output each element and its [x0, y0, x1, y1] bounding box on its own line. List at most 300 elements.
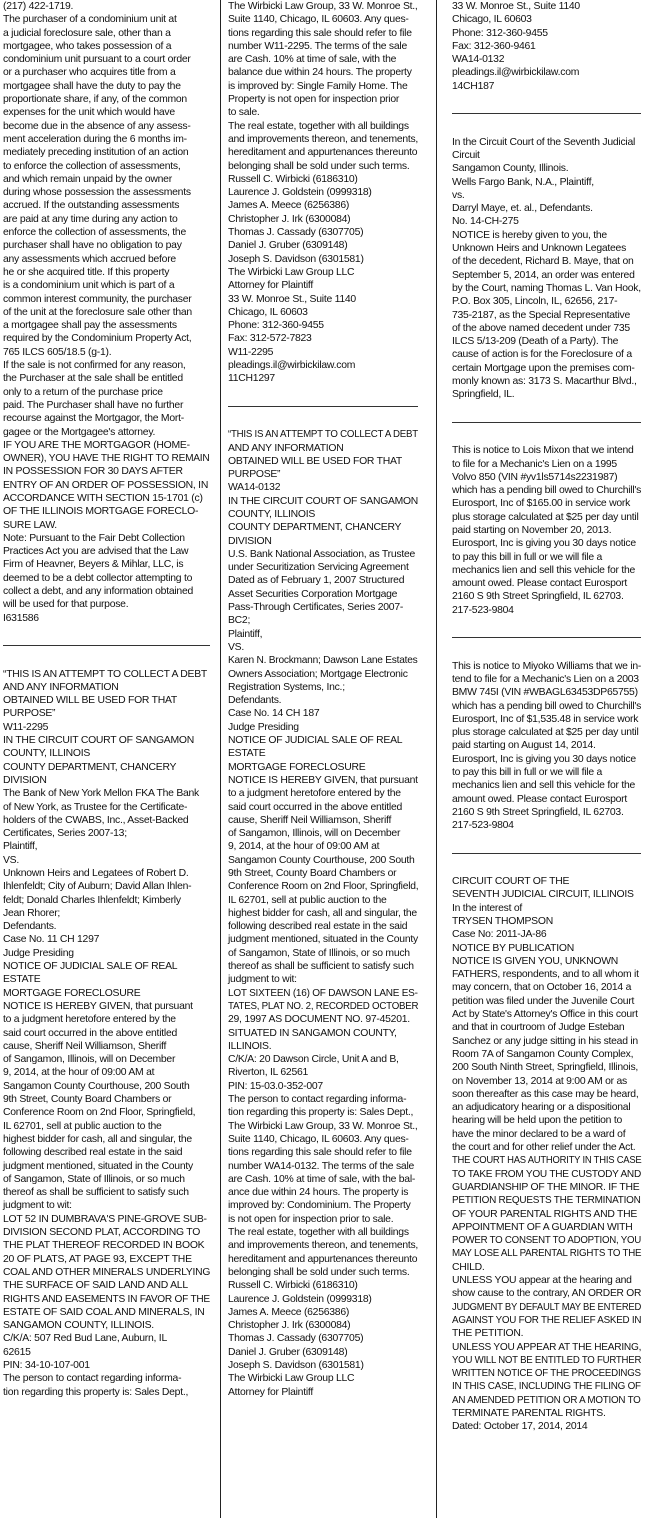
notice-spacing	[3, 654, 210, 667]
notice-line: COUNTY DEPARTMENT, CHANCERY	[3, 761, 177, 773]
notice-line: IL 62701, sell at public auction to the	[228, 894, 387, 906]
notice-line: The Wirbicki Law Group, 33 W. Monroe St.,	[228, 1, 418, 12]
notice-line: IL 62701, sell at public auction to the	[3, 1120, 162, 1132]
notice-spacing	[452, 833, 641, 846]
notice-spacing	[452, 122, 641, 135]
notice-line: judgment mentioned, situated in the County	[3, 1160, 193, 1172]
notice-line: following described real estate in the said	[228, 921, 408, 933]
notice-line: 217-523-9804	[452, 604, 514, 616]
notice-spacing	[3, 625, 210, 638]
notice-line: to a judgment heretofore entered by the	[228, 788, 401, 800]
notice-line: recourse against the Mortgagor, the Mort-	[3, 413, 184, 425]
notice-line: accrued. If the outstanding assessments	[3, 200, 180, 212]
notice-line: monly known as: 3173 S. Macarthur Blvd.,	[452, 376, 637, 388]
notice-line: THE PLAT THEREOF RECORDED IN BOOK	[3, 1240, 205, 1252]
notice-line: CIRCUIT COURT OF THE	[452, 876, 570, 888]
notice-line: “THIS IS AN ATTEMPT TO COLLECT A DEBT	[3, 668, 208, 680]
notice-separator	[228, 406, 418, 407]
notice-line: MAY LOSE ALL PARENTAL RIGHTS TO THE	[452, 1248, 642, 1260]
notice-line: Suite 1140, Chicago, IL 60603. Any ques-	[228, 1133, 409, 1145]
notice-line: and improvements thereon, and tenements,	[228, 133, 419, 145]
notice-line: to pay this bill in full or we will file a	[452, 551, 603, 563]
notice-line: 9, 2014, at the hour of 09:00 AM at	[228, 841, 380, 853]
notice-line: The Wirbicki Law Group LLC	[228, 266, 355, 278]
notice-line: ACCORDANCE WITH SECTION 15-1701 (c)	[3, 492, 203, 504]
legal-notice	[228, 0, 418, 386]
notice-line: OF YOUR PARENTAL RIGHTS AND THE	[452, 1208, 638, 1220]
notice-line: PIN: 15-03.0-352-007	[228, 1080, 323, 1092]
notice-line: This is notice to Lois Mixon that we intend	[452, 445, 634, 457]
notice-line: NOTICE is hereby given to you, the	[452, 229, 607, 241]
notice-line: hearing will be held upon the petition to	[452, 1115, 622, 1127]
notice-line: Attorney for Plaintiff	[228, 280, 313, 292]
notice-line: amount owed. Please contact Eurosport	[452, 793, 628, 805]
notice-line: a mortgagee shall pay the assessments	[3, 320, 177, 332]
notice-line: mortgagee, who takes possession of a	[3, 40, 172, 52]
notice-line: deemed to be a debt collector attempting to	[3, 572, 193, 584]
notice-line: thereof as shall be sufficient to satisfy such	[3, 1187, 189, 1199]
notice-line: thereof as shall be sufficient to satisfy such	[228, 961, 414, 973]
notice-line: of New York, as Trustee for the Certificate-	[3, 801, 188, 813]
notice-line: OF THE ILLINOIS MORTGAGE FORECLO-	[3, 506, 199, 518]
notice-line: cause, Sheriff Neil Williamson, Sheriff	[228, 814, 392, 826]
notice-line: and improvements thereon, and tenements,	[228, 1240, 419, 1252]
notice-line: tend to file for a Mechanic's Lien on a 2003	[452, 673, 639, 685]
notice-line: pleadings.il@wirbickilaw.com	[452, 67, 580, 79]
notice-line: NOTICE IS HEREBY GIVEN, that pursuant	[228, 774, 418, 786]
notice-line: Thomas J. Cassady (6307705)	[228, 227, 364, 239]
notice-line: are Cash. 10% at time of sale, with the	[228, 54, 397, 66]
notice-separator	[3, 645, 210, 646]
notice-line: expenses for the unit which would have	[3, 107, 175, 119]
notice-line: is a condominium unit which is part of a	[3, 280, 175, 292]
legal-notice	[452, 136, 641, 402]
notice-line: The Wirbicki Law Group, 33 W. Monroe St.,	[228, 1120, 418, 1132]
notice-line: CHILD.	[452, 1261, 485, 1273]
notice-line: IN THIS CASE, INCLUDING THE FILING OF	[452, 1381, 641, 1393]
notice-line: This is notice to Miyoko Williams that we in-	[452, 660, 642, 672]
notice-line: which has a pending bill owed to Churchill's	[452, 485, 642, 497]
legal-notice	[3, 668, 210, 1399]
notice-line: Conference Room on 2nd Floor, Springfield,	[228, 881, 419, 893]
notice-line: Thomas J. Cassady (6307705)	[228, 1333, 364, 1345]
notice-line: of Sangamon, Illinois, will on December	[228, 828, 401, 840]
notice-line: Chicago, IL 60603	[228, 306, 308, 318]
notice-line: balance due within 24 hours. The property	[228, 67, 412, 79]
notice-line: UNLESS YOU APPEAR AT THE HEARING,	[452, 1341, 642, 1353]
notice-line: a judicial foreclosure sale, other than a	[3, 27, 171, 39]
notice-line: James A. Meece (6256386)	[228, 200, 350, 212]
notice-line: PURPOSE”	[3, 708, 56, 720]
notice-line: OBTAINED WILL BE USED FOR THAT	[3, 695, 177, 707]
notice-line: Plaintiff,	[3, 841, 38, 853]
notice-line: cause, Sheriff Neil Williamson, Sheriff	[3, 1040, 167, 1052]
notice-line: paid starting on August 14, 2014.	[452, 740, 596, 752]
notice-line: Phone: 312-360-9455	[228, 320, 324, 332]
notice-line: the Purchaser at the sale shall be entitled	[3, 373, 183, 385]
legal-notice	[452, 875, 641, 1433]
notice-line: ESTATE	[228, 748, 266, 760]
notice-line: COUNTY, ILLINOIS	[228, 508, 316, 520]
notice-line: The person to contact regarding informa-	[228, 1094, 407, 1106]
notice-line: VS.	[228, 641, 244, 653]
notice-line: Sanchez or any judge sitting in his stead in	[452, 1035, 638, 1047]
notice-line: The Bank of New York Mellon FKA The Bank	[3, 788, 199, 800]
notice-line: to a judgment heretofore entered by the	[3, 1014, 176, 1026]
notice-line: PURPOSE”	[228, 469, 281, 481]
notice-line: The Wirbicki Law Group LLC	[228, 1373, 355, 1385]
notice-line: THE PETITION.	[452, 1328, 524, 1340]
notice-line: Christopher J. Irk (6300084)	[228, 213, 351, 225]
notice-line: RIGHTS AND EASEMENTS IN FAVOR OF THE	[3, 1293, 210, 1305]
notice-line: COUNTY, ILLINOIS	[3, 748, 91, 760]
notice-line: Fax: 312-360-9461	[452, 40, 536, 52]
notice-line: THE COURT HAS AUTHORITY IN THIS CASE	[452, 1155, 642, 1167]
notice-line: are paid at any time during any action to	[3, 213, 178, 225]
notice-line: 735-2187, as the Special Representative	[452, 309, 630, 321]
notice-line: Dated as of February 1, 2007 Structured	[228, 575, 405, 587]
notice-line: P.O. Box 305, Lincoln, IL, 62656, 217-	[452, 296, 618, 308]
notice-line: The purchaser of a condominium unit at	[3, 14, 177, 26]
notice-line: Certificates, Series 2007-13;	[3, 828, 127, 840]
notice-line: DIVISION SECOND PLAT, ACCORDING TO	[3, 1227, 201, 1239]
notice-line: judgment to wit:	[3, 1200, 72, 1212]
notice-line: become due in the absence of any assess-	[3, 120, 191, 132]
notice-line: 9th Street, County Board Chambers or	[228, 868, 397, 879]
notice-line: POWER TO CONSENT TO ADOPTION, YOU	[452, 1235, 642, 1247]
notice-line: No. 14-CH-275	[452, 216, 519, 228]
notice-line: “THIS IS AN ATTEMPT TO COLLECT A DEBT	[228, 429, 418, 441]
notice-line: Ihlenfeldt; City of Auburn; David Allan Ihlen-	[3, 881, 192, 893]
notice-line: hereditament and appurtenances thereunto	[228, 147, 418, 159]
notice-line: will be used for that purpose.	[3, 599, 129, 611]
notice-line: under Securitization Servicing Agreement	[228, 562, 409, 574]
notice-line: 9th Street, County Board Chambers or	[3, 1094, 172, 1106]
notice-line: show cause to the contrary, AN ORDER OR	[452, 1288, 642, 1300]
notice-line: belonging shall be sold under such terms.	[228, 1266, 410, 1278]
notice-line: NOTICE IS HEREBY GIVEN, that pursuant	[3, 1000, 193, 1012]
notice-line: Suite 1140, Chicago, IL 60603. Any ques-	[228, 14, 409, 26]
notice-line: collect a debt, and any information obtained	[3, 586, 194, 598]
notice-line: Asset Securities Corporation Mortgage	[228, 588, 398, 600]
notice-line: The person to contact regarding informa-	[3, 1373, 182, 1385]
notice-line: Room 7A of Sangamon County Complex,	[452, 1048, 634, 1060]
notice-line: DIVISION	[3, 774, 47, 786]
notice-line: number WA14-0132. The terms of the sale	[228, 1160, 415, 1172]
notice-line: on November 13, 2014 at 9:00 AM or as	[452, 1075, 628, 1087]
column-divider	[436, 0, 437, 1518]
column-2	[228, 0, 418, 1399]
notice-line: C/K/A: 20 Dawson Circle, Unit A and B,	[228, 1054, 399, 1066]
notice-line: feldt; Donald Charles Ihlenfeldt; Kimberly	[3, 894, 181, 906]
notice-line: plus storage calculated at $25 per day until	[452, 727, 639, 739]
notice-line: plus storage calculated at $25 per day until	[452, 511, 639, 523]
notice-line: the court and for other relief under the Act.	[452, 1142, 636, 1154]
notice-line: Property is not open for inspection prior	[228, 94, 400, 106]
notice-line: PETITION REQUESTS THE TERMINATION	[452, 1195, 641, 1207]
notice-line: SURE LAW.	[3, 519, 57, 531]
notice-line: ESTATE OF SAID COAL AND MINERALS, IN	[3, 1306, 205, 1318]
notice-line: APPOINTMENT OF A GUARDIAN WITH	[452, 1221, 633, 1233]
notice-line: Firm of Heavner, Beyers & Mihlar, LLC, is	[3, 559, 184, 571]
notice-line: paid starting on November 20, 2013.	[452, 524, 612, 536]
notice-line: AND ANY INFORMATION	[228, 442, 344, 454]
notice-line: MORTGAGE FORECLOSURE	[3, 987, 141, 999]
notice-line: vs.	[452, 189, 465, 201]
notice-line: Volvo 850 (VIN #yv1ls5714s2231987)	[452, 471, 618, 483]
notice-line: are Cash. 10% at time of sale, with the bal-	[228, 1173, 416, 1185]
notice-line: JUDGMENT BY DEFAULT MAY BE ENTERED	[452, 1301, 642, 1313]
notice-line: Case No. 14 CH 187	[228, 708, 320, 720]
notice-line: Daniel J. Gruber (6309148)	[228, 1346, 348, 1358]
notice-line: number W11-2295. The terms of the sale	[228, 40, 407, 52]
notice-line: may concern, that on October 16, 2014 a	[452, 982, 632, 994]
notice-line: 9, 2014, at the hour of 09:00 AM at	[3, 1067, 155, 1079]
column-3	[452, 0, 641, 1434]
notice-line: common interest community, the purchaser	[3, 293, 192, 305]
notice-line: September 5, 2014, an order was entered	[452, 269, 635, 281]
notice-line: ance due within 24 hours. The property is	[228, 1187, 409, 1199]
notice-line: mechanics lien and sell this vehicle for the	[452, 780, 636, 792]
notice-line: ILCS 5/13-209 (Death of a Party). The	[452, 336, 619, 348]
notice-line: 29, 1997 AS DOCUMENT NO. 97-45201.	[228, 1014, 410, 1026]
notice-line: COAL AND OTHER MINERALS UNDERLYING	[3, 1266, 211, 1278]
notice-line: W11-2295	[228, 346, 274, 358]
notice-line: ESTATE	[3, 974, 41, 986]
notice-line: NOTICE OF JUDICIAL SALE OF REAL	[228, 735, 403, 747]
notice-line: TO TAKE FROM YOU THE CUSTODY AND	[452, 1168, 642, 1180]
notice-line: Sangamon County Courthouse, 200 South	[228, 854, 415, 866]
notice-line: belonging shall be sold under such terms.	[228, 160, 410, 172]
notice-line: FATHERS, respondents, and to all whom it	[452, 969, 639, 981]
notice-line: TRYSEN THOMPSON	[452, 916, 553, 927]
notice-spacing	[452, 93, 641, 106]
notice-line: BMW 745I (VIN #WBAGL63453DP65755)	[452, 687, 638, 699]
notice-line: or a purchaser who acquires title from a	[3, 67, 176, 79]
notice-line: Registration Systems, Inc.;	[228, 681, 345, 693]
notice-line: highest bidder for cash, all and singular, the	[228, 907, 417, 919]
notice-line: W11-2295	[3, 721, 49, 733]
notice-line: improved by: Condominium. The Property	[228, 1200, 411, 1212]
notice-line: judgment to wit:	[228, 974, 297, 986]
notice-line: by the Court, naming Thomas L. Van Hook,	[452, 282, 641, 294]
notice-spacing	[452, 402, 641, 415]
notice-line: Karen N. Brockmann; Dawson Lane Estates	[228, 655, 418, 667]
notice-line: OWNER), YOU HAVE THE RIGHT TO REMAIN	[3, 453, 210, 465]
notice-line: LOT SIXTEEN (16) OF DAWSON LANE ES-	[228, 987, 418, 999]
notice-line: of Sangamon, Illinois, will on December	[3, 1054, 176, 1066]
notice-line: 217-523-9804	[452, 820, 514, 832]
notice-line: Springfield, IL.	[452, 389, 515, 401]
notice-line: Laurence J. Goldstein (0999318)	[228, 1293, 372, 1305]
notice-line: SITUATED IN SANGAMON COUNTY,	[228, 1027, 397, 1039]
notice-line: C/K/A: 507 Red Bud Lane, Auburn, IL	[3, 1333, 167, 1345]
notice-line: to sale.	[228, 107, 260, 119]
notice-line: of the above named decedent under 735	[452, 322, 630, 334]
notice-line: Sangamon County, Illinois.	[452, 163, 569, 175]
notice-line: Laurence J. Goldstein (0999318)	[228, 187, 372, 199]
notice-line: Act by State's Attorney's Office in this court	[452, 1009, 638, 1021]
notice-line: an adjudicatory hearing or a dispositional	[452, 1102, 631, 1114]
notice-spacing	[452, 431, 641, 444]
notice-line: judgment mentioned, situated in the County	[228, 934, 418, 946]
notice-line: 33 W. Monroe St., Suite 1140	[228, 293, 356, 305]
notice-line: SEVENTH JUDICIAL CIRCUIT, ILLINOIS	[452, 889, 634, 901]
notice-line: Judge Presiding	[3, 947, 74, 959]
notice-separator	[452, 853, 641, 854]
legal-notice	[3, 0, 210, 625]
notice-line: NOTICE OF JUDICIAL SALE OF REAL	[3, 961, 178, 973]
notice-line: and which remain unpaid by the owner	[3, 173, 172, 185]
notice-line: In the Circuit Court of the Seventh Judicial	[452, 136, 636, 148]
notice-line: NOTICE IS GIVEN YOU, UNKNOWN	[452, 955, 619, 967]
notice-line: James A. Meece (6256386)	[228, 1306, 350, 1318]
notice-spacing	[452, 862, 641, 875]
notice-line: of the unit at the foreclosure sale other than	[3, 306, 192, 318]
notice-line: TERMINATE PARENTAL RIGHTS.	[452, 1407, 606, 1419]
notice-line: In the interest of	[452, 902, 523, 914]
notice-line: said court occurred in the above entitled	[3, 1027, 178, 1039]
notice-line: Eurosport, Inc of $1,535.48 in service work	[452, 713, 639, 725]
notice-line: pleadings.il@wirbickilaw.com	[228, 360, 356, 372]
notice-line: OBTAINED WILL BE USED FOR THAT	[228, 455, 402, 467]
notice-line: IN THE CIRCUIT COURT OF SANGAMON	[3, 735, 194, 747]
notice-line: tions regarding this sale should refer to file	[228, 1147, 412, 1159]
notice-line: 14CH187	[452, 80, 495, 92]
notice-line: ILLINOIS.	[228, 1040, 272, 1052]
legal-notice	[452, 660, 641, 833]
notice-line: AND ANY INFORMATION	[3, 681, 119, 693]
notice-line: of Sangamon, State of Illinois, or so much	[3, 1173, 185, 1185]
notice-line: WA14-0132	[452, 54, 505, 66]
notice-line: 11CH1297	[228, 373, 275, 385]
notice-line: Russell C. Wirbicki (6186310)	[228, 173, 358, 185]
notice-line: (217) 422-1719.	[3, 1, 74, 12]
notice-line: hereditament and appurtenances thereunto	[228, 1253, 418, 1265]
legal-notice	[452, 444, 641, 617]
column-divider	[220, 0, 221, 1518]
notice-line: certain Mortgage upon the premises com-	[452, 362, 635, 374]
notice-line: holders of the CWABS, Inc., Asset-Backed	[3, 814, 189, 826]
notice-line: SANGAMON COUNTY, ILLINOIS.	[3, 1320, 154, 1332]
notice-line: U.S. Bank National Association, as Trustee	[228, 548, 416, 560]
notice-line: Pass-Through Certificates, Series 2007-	[228, 602, 404, 614]
notice-line: proportionate share, if any, of the common	[3, 94, 187, 106]
notice-line: any assessments which accrued before	[3, 253, 176, 265]
notice-line: Christopher J. Irk (6300084)	[228, 1320, 351, 1332]
notice-line: Circuit	[452, 149, 480, 161]
notice-line: WRITTEN NOTICE OF THE PROCEEDINGS	[452, 1368, 641, 1380]
notice-line: 33 W. Monroe St., Suite 1140	[452, 1, 580, 12]
notice-line: AGAINST YOU FOR THE RELIEF ASKED IN	[452, 1314, 642, 1326]
legal-notice	[228, 428, 418, 1399]
notice-line: Fax: 312-572-7823	[228, 333, 312, 345]
notice-line: to file for a Mechanic's Lien on a 1995	[452, 458, 617, 470]
notice-line: following described real estate in the said	[3, 1147, 183, 1159]
notice-line: IF YOU ARE THE MORTGAGOR (HOME-	[3, 439, 190, 451]
notice-line: WA14-0132	[228, 482, 281, 494]
notice-line: 200 South Ninth Street, Springfield, Illinois,	[452, 1062, 639, 1074]
notice-line: Joseph S. Davidson (6301581)	[228, 1359, 364, 1371]
notice-line: Unknown Heirs and Legatees of Robert D.	[3, 868, 189, 879]
notice-line: Conference Room on 2nd Floor, Springfield,	[3, 1107, 196, 1119]
legal-notice	[452, 0, 641, 93]
column-1	[3, 0, 210, 1399]
notice-line: Attorney for Plaintiff	[228, 1386, 313, 1398]
notice-line: Case No. 11 CH 1297	[3, 934, 100, 946]
notice-line: of Sangamon, State of Illinois, or so much	[228, 947, 410, 959]
notice-line: cause of action is for the Foreclosure of a	[452, 349, 632, 361]
notice-line: Joseph S. Davidson (6301581)	[228, 253, 364, 265]
notice-line: BC2;	[228, 615, 251, 627]
notice-line: is not open for inspection prior to sale.	[228, 1213, 394, 1225]
notice-line: ment acceleration during the 6 months im-	[3, 133, 187, 145]
notice-line: paid. The Purchaser shall have no further	[3, 399, 184, 411]
notice-line: required by the Condominium Property Act,	[3, 333, 192, 345]
notice-line: The real estate, together with all buildings	[228, 120, 409, 132]
notice-line: Jean Rhorer;	[3, 907, 61, 919]
notice-line: Defendants.	[3, 921, 57, 933]
notice-line: enforce the collection of assessments, the	[3, 227, 186, 239]
notice-line: Darryl Maye, et. al., Defendants.	[452, 203, 593, 215]
notice-line: amount owed. Please contact Eurosport	[452, 578, 628, 590]
notice-line: 765 ILCS 605/18.5 (g-1).	[3, 346, 112, 358]
notice-spacing	[452, 617, 641, 630]
notice-line: UNLESS YOU appear at the hearing and	[452, 1275, 632, 1287]
notice-line: Note: Pursuant to the Fair Debt Collection	[3, 532, 185, 544]
notice-line: of the decedent, Richard B. Maye, that on	[452, 256, 634, 268]
notice-separator	[452, 637, 641, 638]
notice-line: during whose possession the assessments	[3, 187, 191, 199]
notice-line: AN AMENDED PETITION OR A MOTION TO	[452, 1394, 641, 1406]
notice-line: LOT 52 IN DUMBRAVA'S PINE-GROVE SUB-	[3, 1213, 207, 1225]
notice-line: I631586	[3, 612, 39, 624]
notice-line: Eurosport, Inc is giving you 30 days notice	[452, 753, 636, 765]
notice-line: mediately preceding institution of an action	[3, 147, 189, 159]
notice-line: If the sale is not confirmed for any reason,	[3, 360, 186, 372]
notice-separator	[452, 422, 641, 423]
notice-spacing	[228, 386, 418, 399]
notice-line: which has a pending bill owed to Churchill's	[452, 700, 642, 712]
notice-line: tions regarding this sale should refer to file	[228, 27, 412, 39]
notice-line: YOU WILL NOT BE ENTITLED TO FURTHER	[452, 1354, 642, 1366]
notice-line: VS.	[3, 854, 19, 866]
notice-separator	[452, 113, 641, 114]
notice-line: IN POSSESSION FOR 30 DAYS AFTER	[3, 466, 183, 478]
notice-line: MORTGAGE FORECLOSURE	[228, 761, 366, 773]
notice-line: highest bidder for cash, all and singular, the	[3, 1133, 192, 1145]
notice-spacing	[452, 646, 641, 659]
notice-line: Riverton, IL 62561	[228, 1067, 309, 1079]
notice-line: 62615	[3, 1346, 31, 1358]
notice-line: Dated: October 17, 2014, 2014	[452, 1421, 588, 1433]
notice-line: Owners Association; Mortgage Electronic	[228, 668, 408, 680]
notice-line: Unknown Heirs and Unknown Legatees	[452, 243, 627, 255]
notice-line: Daniel J. Gruber (6309148)	[228, 240, 348, 252]
notice-line: DIVISION	[228, 535, 272, 547]
notice-line: 2160 S 9th Street Springfield, IL 62703.	[452, 806, 624, 818]
notice-line: Phone: 312-360-9455	[452, 27, 548, 39]
notice-line: only to a return of the purchase price	[3, 386, 163, 398]
notice-line: NOTICE BY PUBLICATION	[452, 942, 574, 954]
notice-line: condominium unit pursuant to a court order	[3, 54, 191, 66]
notice-line: gagee or the Mortgagee's attorney.	[3, 426, 156, 438]
notice-line: purchaser shall have no obligation to pay	[3, 240, 182, 252]
notice-line: mortgagee shall have the duty to pay the	[3, 80, 181, 92]
notice-line: IN THE CIRCUIT COURT OF SANGAMON	[228, 495, 419, 507]
notice-line: Russell C. Wirbicki (6186310)	[228, 1280, 358, 1292]
notice-line: Practices Act you are advised that the Law	[3, 546, 189, 558]
